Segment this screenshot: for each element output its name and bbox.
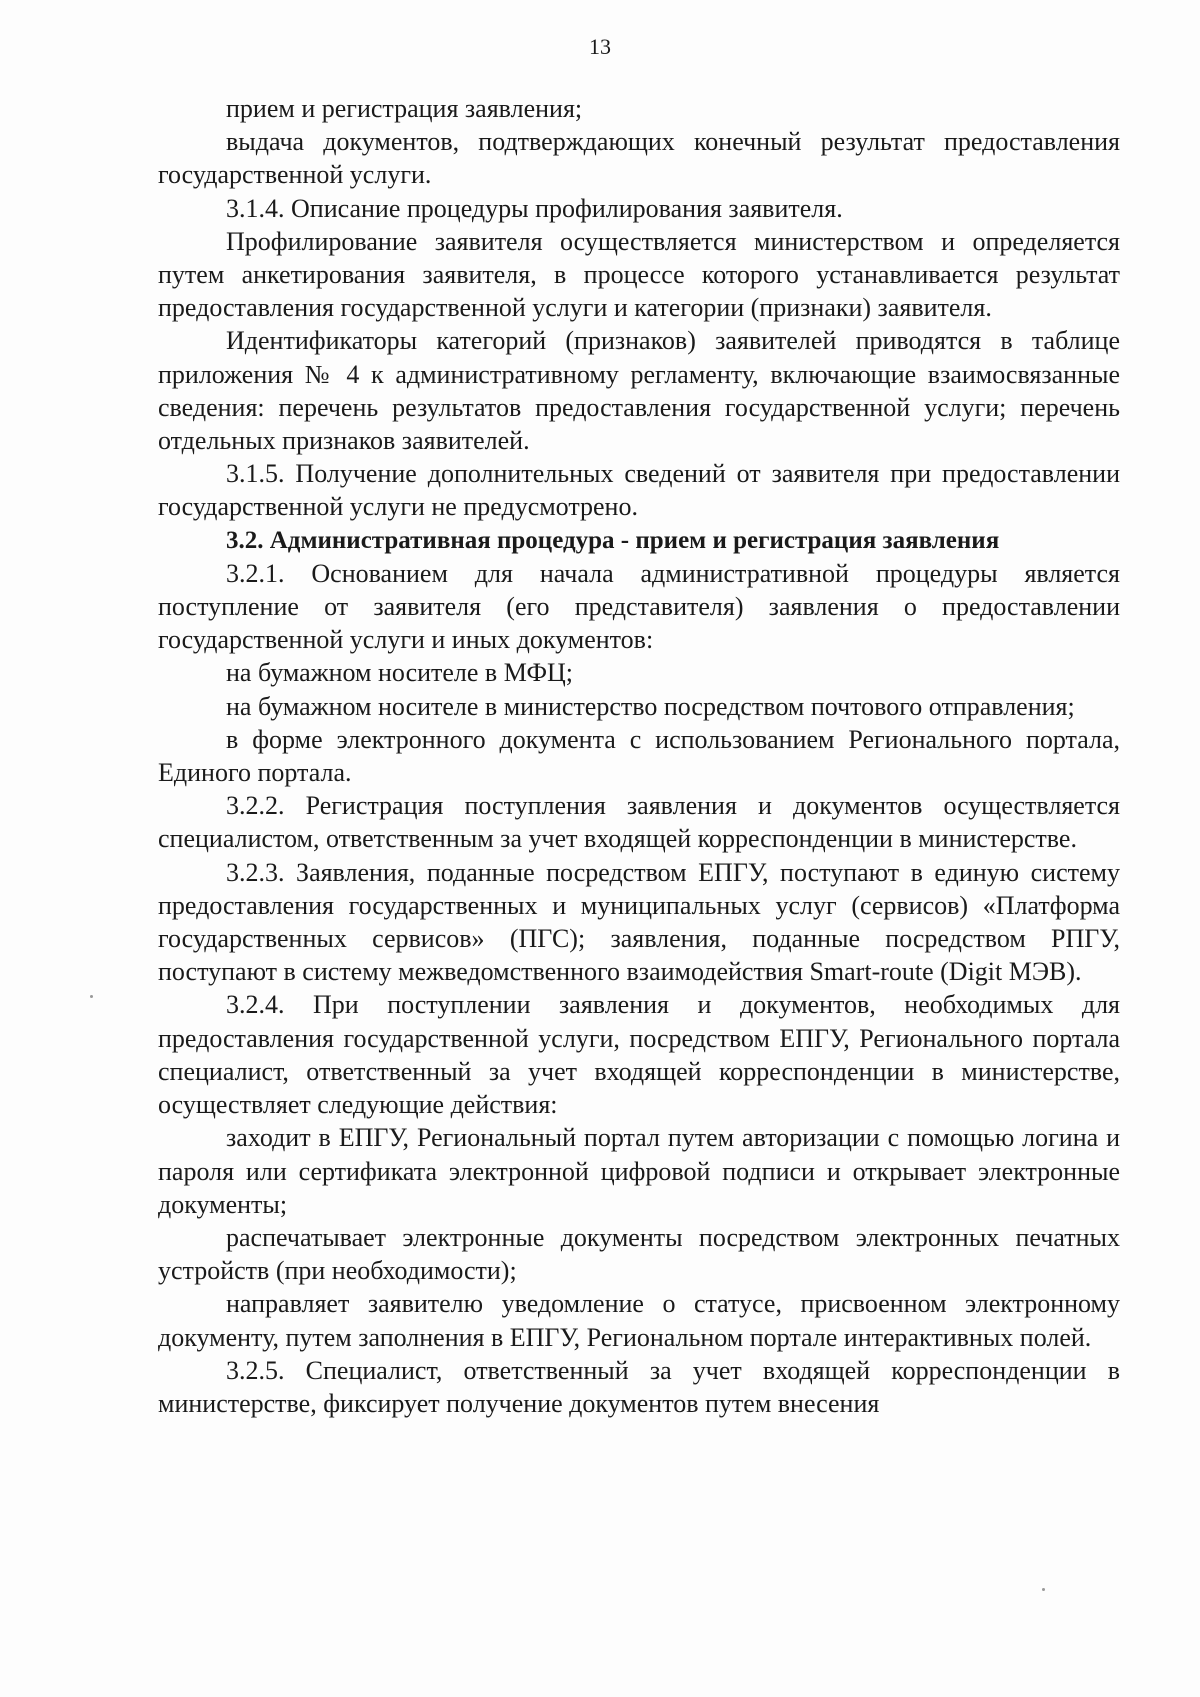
section-heading: 3.2. Административная процедура - прием и регистрация заявления (226, 526, 1000, 554)
paragraph: 3.1.5. Получение дополнительных сведений от заявителя при предоставлении государственной услуги не предусмотрено. (158, 459, 1120, 522)
page-number: 13 (589, 34, 611, 59)
document-body (158, 92, 1120, 1420)
paragraph: на бумажном носителе в МФЦ; (226, 658, 574, 688)
paragraph: на бумажном носителе в министерство посредством почтового отправления; (226, 691, 1075, 721)
paragraph: заходит в ЕПГУ, Региональный портал путем авторизации с помощью логина и пароля или сертификата электронной цифровой подписи и открывает электронные документы; (158, 1123, 1120, 1219)
paragraph: 3.2.3. Заявления, поданные посредством ЕПГУ, поступают в единую систему предоставления государственных и муниципальных услуг (сервисов) «Платформа государственных сервисов» (ПГС); заявления, поданные посредством РПГУ, поступают в систему межведомственного взаимодействия Smart-route (Digit МЭВ). (158, 857, 1120, 987)
paragraph: Идентификаторы категорий (признаков) заявителей приводятся в таблице приложения № 4 к административному регламенту, включающие взаимосвязанные сведения: перечень результатов предоставления государственной услуги; перечень отдельных признаков заявителей. (158, 326, 1120, 456)
paragraph: направляет заявителю уведомление о статусе, присвоенном электронному документу, путем заполнения в ЕПГУ, Региональном портале интерактивных полей. (158, 1289, 1120, 1352)
paragraph: прием и регистрация заявления; (226, 94, 583, 123)
paragraph: распечатывает электронные документы посредством электронных печатных устройств (при необходимости); (158, 1222, 1120, 1286)
paragraph: Профилирование заявителя осуществляется министерством и определяется путем анкетирования заявителя, в процессе которого устанавливается результат предоставления государственной услуги и категории (признаки) заявителя. (158, 226, 1120, 323)
paragraph: 3.2.2. Регистрация поступления заявления и документов осуществляется специалистом, ответственным за учет входящей корреспонденции в министерстве. (158, 791, 1120, 854)
scan-speck (90, 995, 93, 998)
scan-speck (1042, 1588, 1045, 1591)
paragraph: выдача документов, подтверждающих конечный результат предоставления государственной услуги. (158, 127, 1120, 190)
paragraph: 3.1.4. Описание процедуры профилирования заявителя. (226, 193, 843, 223)
paragraph: в форме электронного документа с использованием Регионального портала, Единого портала. (158, 724, 1120, 788)
paragraph: 3.2.5. Специалист, ответственный за учет входящей корреспонденции в министерстве, фиксирует получение документов путем внесения (158, 1355, 1120, 1418)
paragraph: 3.2.1. Основанием для начала административной процедуры является поступление от заявителя (его представителя) заявления о предоставлении государственной услуги и иных документов: (158, 558, 1120, 655)
paragraph: 3.2.4. При поступлении заявления и документов, необходимых для предоставления государственной услуги, посредством ЕПГУ, Регионального портала специалист, ответственный за учет входящей корреспонденции в министерстве, осуществляет следующие действия: (158, 990, 1120, 1120)
